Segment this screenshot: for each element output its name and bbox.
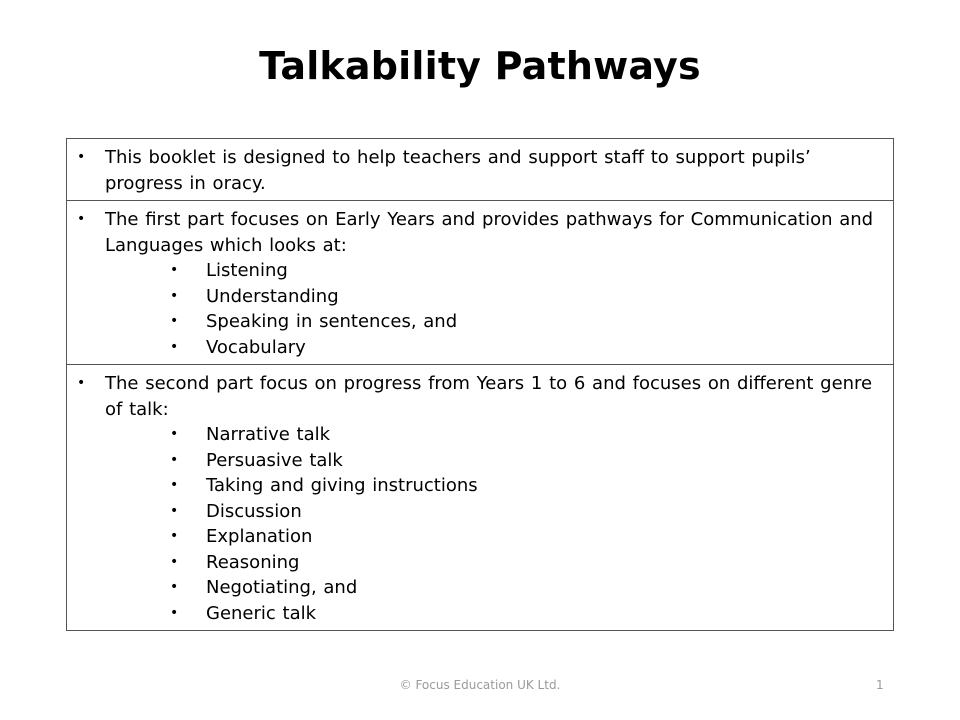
bullet-icon: •: [170, 502, 179, 519]
table-row-early-years: [67, 201, 893, 365]
bullet-icon: •: [77, 149, 86, 165]
sub-list-item-label: Understanding: [206, 285, 339, 307]
sub-list-item-label: Reasoning: [206, 551, 300, 573]
list-item: [77, 371, 879, 422]
sub-list-item: [170, 422, 879, 448]
sub-list-item-label: Negotiating, and: [206, 577, 358, 598]
sub-list-item-label: Vocabulary: [206, 336, 306, 358]
bullet-icon: •: [170, 338, 179, 355]
table-row-years-1-6: [67, 365, 893, 630]
sub-list-item-label: Listening: [206, 260, 288, 281]
page-title: Talkability Pathways: [259, 44, 701, 88]
bullet-icon: •: [170, 451, 179, 468]
bullet-icon: •: [170, 579, 179, 595]
sub-list-item: [170, 550, 879, 576]
bullet-icon: •: [170, 287, 179, 304]
bullet-icon: •: [77, 211, 86, 227]
bullet-icon: •: [170, 262, 179, 278]
sub-list-item: [170, 499, 879, 525]
row-text: The second part focus on progress from Years 1 to 6 and focuses on different genre of talk:: [105, 373, 873, 420]
sub-list-item: [170, 473, 879, 499]
table-row-intro: [67, 139, 893, 201]
bullet-icon: •: [170, 553, 179, 570]
sub-list-item: [170, 524, 879, 550]
sub-list-item: [170, 601, 879, 627]
list-item: [77, 145, 879, 196]
sub-list-item-label: Speaking in sentences, and: [206, 311, 458, 332]
sub-list: [77, 258, 879, 360]
sub-list-item: [170, 575, 879, 601]
list-item: [77, 207, 879, 258]
sub-list-item-label: Persuasive talk: [206, 449, 343, 471]
page-number: 1: [876, 678, 884, 692]
sub-list-item-label: Discussion: [206, 500, 302, 522]
row-text: The first part focuses on Early Years and provides pathways for Communication and Languages which looks at:: [105, 209, 874, 256]
sub-list-item-label: Generic talk: [206, 602, 317, 624]
bullet-icon: •: [77, 375, 86, 391]
sub-list-item: [170, 335, 879, 361]
sub-list: [77, 422, 879, 626]
bullet-icon: •: [170, 477, 179, 493]
bullet-icon: •: [170, 426, 179, 442]
content-table: [66, 138, 894, 631]
sub-list-item: [170, 258, 879, 284]
sub-list-item: [170, 284, 879, 310]
sub-list-item: [170, 448, 879, 474]
sub-list-item: [170, 309, 879, 335]
sub-list-item-label: Explanation: [206, 526, 313, 547]
sub-list-item-label: Taking and giving instructions: [206, 475, 478, 496]
bullet-icon: •: [170, 528, 179, 544]
footer-copyright: © Focus Education UK Ltd.: [399, 678, 561, 692]
bullet-icon: •: [170, 604, 179, 621]
bullet-icon: •: [170, 313, 179, 329]
row-text: This booklet is designed to help teachers and support staff to support pupils’ progress in oracy.: [105, 147, 811, 194]
sub-list-item-label: Narrative talk: [206, 424, 331, 445]
